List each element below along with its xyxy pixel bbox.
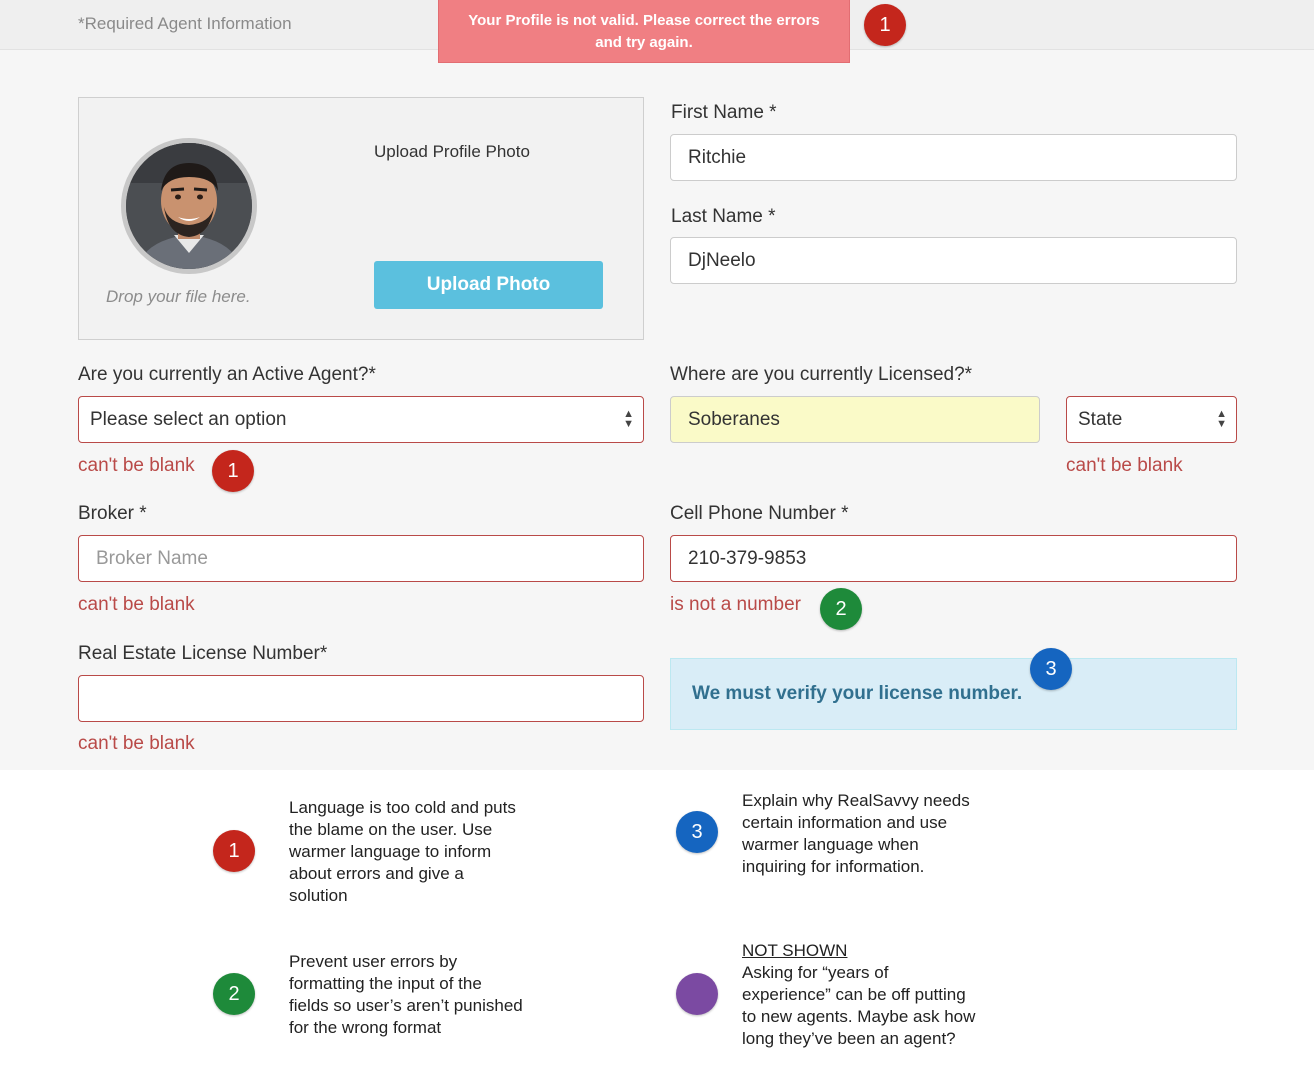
- note-badge-2: 2: [213, 973, 255, 1015]
- licensed-value: Soberanes: [688, 408, 780, 430]
- upload-profile-photo-title: Upload Profile Photo: [374, 142, 530, 161]
- note-3-line: inquiring for information.: [742, 857, 925, 876]
- select-arrows-icon: ▲ ▼: [623, 408, 634, 430]
- note-badge-1: 1: [213, 830, 255, 872]
- note-3-line: Explain why RealSavvy needs: [742, 791, 970, 810]
- note-2-line: formatting the input of the: [289, 974, 482, 993]
- last-name-label: Last Name *: [671, 206, 776, 227]
- note-1: [289, 797, 516, 907]
- drop-file-hint: Drop your file here.: [106, 287, 251, 306]
- note-4-title: NOT SHOWN: [742, 941, 848, 960]
- last-name-field[interactable]: [670, 237, 1237, 284]
- note-1-line: Language is too cold and puts: [289, 798, 516, 817]
- note-badge-4: [676, 973, 718, 1015]
- note-4-line: experience” can be off putting: [742, 985, 966, 1004]
- note-1-line: about errors and give a: [289, 864, 464, 883]
- note-1-line: the blame on the user. Use: [289, 820, 493, 839]
- state-value: State: [1078, 408, 1123, 430]
- first-name-field[interactable]: [670, 134, 1237, 181]
- active-agent-value: Please select an option: [90, 408, 287, 430]
- note-4-line: to new agents. Maybe ask how: [742, 1007, 976, 1026]
- required-info-text: *Required Agent Information: [78, 14, 292, 33]
- upload-photo-button[interactable]: Upload Photo: [374, 261, 603, 309]
- broker-field[interactable]: [78, 535, 644, 582]
- alert-line-2: and try again.: [595, 34, 693, 51]
- verify-license-info-box: [670, 658, 1237, 730]
- annotation-badge-3-field: 3: [1030, 648, 1072, 690]
- licensed-field[interactable]: [670, 396, 1040, 443]
- note-4: [742, 940, 975, 1050]
- annotation-badge-1-top: 1: [864, 4, 906, 46]
- licensed-label: Where are you currently Licensed?*: [670, 364, 973, 385]
- note-badge-3: 3: [676, 811, 718, 853]
- note-3-line: warmer language when: [742, 835, 919, 854]
- broker-error: can't be blank: [78, 594, 195, 615]
- annotation-badge-2-field: 2: [820, 588, 862, 630]
- alert-line-1: Your Profile is not valid. Please correct the errors: [468, 12, 820, 29]
- cell-phone-label: Cell Phone Number *: [670, 503, 849, 524]
- broker-placeholder: Broker Name: [96, 547, 208, 569]
- broker-label: Broker *: [78, 503, 147, 524]
- state-error: can't be blank: [1066, 455, 1183, 476]
- select-arrows-icon: ▲ ▼: [1216, 408, 1227, 430]
- license-number-label: Real Estate License Number*: [78, 643, 328, 664]
- error-alert-banner: [438, 0, 850, 63]
- license-number-field[interactable]: [78, 675, 644, 722]
- note-2-line: fields so user’s aren’t punished: [289, 996, 523, 1015]
- note-3-line: certain information and use: [742, 813, 948, 832]
- active-agent-error: can't be blank: [78, 455, 195, 476]
- first-name-label: First Name *: [671, 102, 777, 123]
- verify-license-text: We must verify your license number.: [692, 683, 1023, 704]
- note-2-line: Prevent user errors by: [289, 952, 458, 971]
- note-2-line: for the wrong format: [289, 1018, 442, 1037]
- annotation-badge-1-field: 1: [212, 450, 254, 492]
- cell-phone-error: is not a number: [670, 594, 801, 615]
- note-4-line: long they’ve been an agent?: [742, 1029, 956, 1048]
- license-number-error: can't be blank: [78, 733, 195, 754]
- note-2: [289, 951, 523, 1039]
- note-1-line: solution: [289, 886, 348, 905]
- active-agent-select[interactable]: [78, 396, 644, 443]
- note-1-line: warmer language to inform: [289, 842, 492, 861]
- note-3: [742, 790, 970, 878]
- last-name-value: DjNeelo: [688, 249, 756, 271]
- cell-phone-value: 210-379-9853: [688, 547, 807, 569]
- avatar-portrait-icon: [126, 143, 252, 269]
- active-agent-label: Are you currently an Active Agent?*: [78, 364, 376, 385]
- state-select[interactable]: [1066, 396, 1237, 443]
- first-name-value: Ritchie: [688, 146, 747, 168]
- avatar: [121, 138, 257, 274]
- note-4-line: Asking for “years of: [742, 963, 889, 982]
- cell-phone-field[interactable]: [670, 535, 1237, 582]
